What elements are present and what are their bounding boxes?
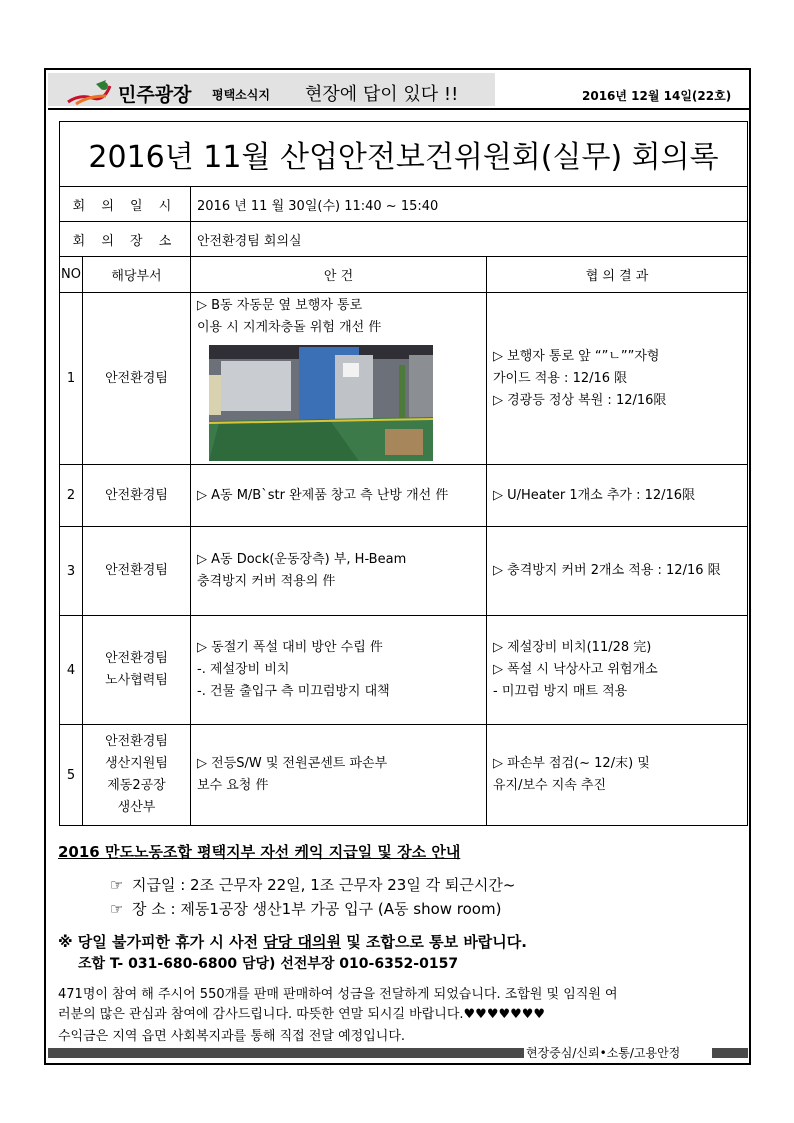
row-agenda [191, 527, 487, 616]
warning-prefix: ※ 당일 불가피한 휴가 시 사전 [58, 933, 264, 951]
row-agenda [191, 725, 487, 826]
row-agenda [191, 616, 487, 725]
result-line: ▷ 제설장비 비치(11/28 完) [493, 640, 652, 655]
result-line: ▷ 폭설 시 낙상사고 위험개소 [493, 662, 658, 677]
result-line: ▷ 파손부 점검(~ 12/末) 및 [493, 756, 650, 771]
table-row [60, 527, 748, 616]
dept-line: 안전환경팀 [105, 370, 168, 386]
dept-line: 안전환경팀 [105, 651, 168, 666]
column-header-agenda: 안 건 [191, 257, 487, 293]
row-agenda [191, 293, 487, 465]
warning-suffix: 및 조합으로 통보 바랍니다. [341, 933, 527, 951]
dept-line: 제동2공장 [107, 778, 166, 793]
agenda-line: ▷ A동 Dock(운동장측) 부, H-Beam [197, 552, 407, 567]
dept-line: 노사협력팀 [105, 673, 168, 688]
meeting-place-value: 안전환경팀 회의실 [191, 222, 748, 257]
column-header-dept: 해당부서 [83, 257, 191, 293]
meeting-date-value: 2016 년 11 월 30일(수) 11:40 ~ 15:40 [191, 187, 748, 222]
table-row [60, 465, 748, 527]
table-row [60, 725, 748, 826]
agenda-line: -. 건물 출입구 측 미끄럼방지 대책 [197, 684, 390, 699]
notice-date-text: 지급일 : 2조 근무자 22일, 1조 근무자 23일 각 퇴근시간~ [132, 876, 516, 894]
notice-warning [58, 931, 527, 952]
meeting-date-label: 회 의 일 시 [60, 187, 191, 222]
dept-line: 생산지원팀 [105, 756, 168, 771]
result-line: ▷ 경광등 정상 복원 : 12/16限 [493, 392, 667, 408]
row-dept [83, 527, 191, 616]
row-result [487, 465, 748, 527]
agenda-line: -. 제설장비 비치 [197, 662, 290, 677]
row-agenda [191, 465, 487, 527]
result-line: - 미끄럼 방지 매트 적용 [493, 684, 628, 699]
thanks-paragraph-line: 수익금은 지역 읍면 사회복지과를 통해 직접 전달 예정입니다. [58, 1029, 406, 1044]
row-number: 2 [60, 465, 83, 527]
footer-bar [48, 1048, 524, 1058]
dept-line: 안전환경팀 [105, 563, 168, 578]
row-result [487, 293, 748, 465]
row-number: 1 [60, 293, 83, 465]
agenda-line: ▷ 전등S/W 및 전원콘센트 파손부 [197, 756, 388, 771]
row-result [487, 616, 748, 725]
agenda-line: ▷ B동 자동문 옆 보행자 통로 [197, 298, 363, 313]
agenda-line: ▷ 동절기 폭설 대비 방안 수립 件 [197, 640, 383, 655]
row-dept [83, 293, 191, 465]
meeting-place-label: 회 의 장 소 [60, 222, 191, 257]
warning-emphasis: 담당 대의원 [263, 933, 341, 951]
table-row [60, 616, 748, 725]
masthead-rule [48, 108, 749, 110]
minutes-title: 2016년 11월 산업안전보건위원회(실무) 회의록 [60, 122, 748, 187]
notice-heading: 2016 만도노동조합 평택지부 자선 케익 지급일 및 장소 안내 [58, 843, 461, 861]
dept-line: 생산부 [117, 800, 156, 815]
column-header-result: 협 의 결 과 [487, 257, 748, 293]
issue-date: 2016년 12월 14일(22호) [582, 89, 732, 103]
notice-date-line [110, 874, 515, 895]
agenda-line: 충격방지 커버 적용의 件 [197, 574, 336, 589]
dept-line: 안전환경팀 [105, 734, 168, 749]
result-line: ▷ 충격방지 커버 2개소 적용 : 12/16 限 [493, 563, 721, 578]
row-number: 3 [60, 527, 83, 616]
row-result [487, 725, 748, 826]
thanks-paragraph-line: 러분의 많은 관심과 참여에 감사드립니다. 따뜻한 연말 되시길 바랍니다.♥♥♥♥♥♥♥ [58, 1007, 546, 1022]
agenda-line: 이용 시 지게차충돌 위험 개선 件 [197, 320, 382, 335]
result-line: 유지/보수 지속 추진 [493, 778, 607, 793]
row-dept [83, 465, 191, 527]
newsletter-subtitle: 평택소식지 [212, 88, 270, 102]
pointing-hand-icon: ☞ [110, 900, 124, 918]
meeting-minutes-table [59, 121, 748, 826]
result-line: ▷ U/Heater 1개소 추가 : 12/16限 [493, 487, 696, 503]
newsletter-name: 민주광장 [118, 84, 192, 106]
column-header-no: NO [60, 257, 83, 293]
thanks-paragraph-line: 471명이 참여 해 주시어 550개를 판매 판매하여 성금을 전달하게 되었습니다. 조합원 및 임직원 여 [58, 987, 618, 1002]
dept-line: 안전환경팀 [105, 487, 168, 503]
row-dept [83, 616, 191, 725]
pointing-hand-icon: ☞ [110, 876, 124, 894]
union-logo-icon [66, 78, 112, 106]
row-number: 4 [60, 616, 83, 725]
row-number: 5 [60, 725, 83, 826]
result-line: 가이드 적용 : 12/16 限 [493, 370, 628, 386]
row-result [487, 527, 748, 616]
newsletter-slogan: 현장에 답이 있다 !! [305, 84, 459, 105]
row-dept [83, 725, 191, 826]
footer-bar [712, 1048, 748, 1058]
footer-tagline: 현장중심/신뢰•소통/고용안정 [526, 1046, 681, 1060]
table-row [60, 293, 748, 465]
loading-dock-photo [209, 345, 433, 461]
agenda-line: 보수 요청 件 [197, 778, 269, 793]
result-line: ▷ 보행자 통로 앞 “”ㄴ””자형 [493, 348, 660, 364]
notice-place-line [110, 898, 501, 919]
contact-line: 조합 T- 031-680-6800 담당) 선전부장 010-6352-0157 [78, 956, 459, 972]
agenda-line: ▷ A동 M/B`str 완제품 창고 측 난방 개선 件 [197, 487, 449, 503]
notice-place-text: 장 소 : 제동1공장 생산1부 가공 입구 (A동 show room) [132, 900, 502, 918]
